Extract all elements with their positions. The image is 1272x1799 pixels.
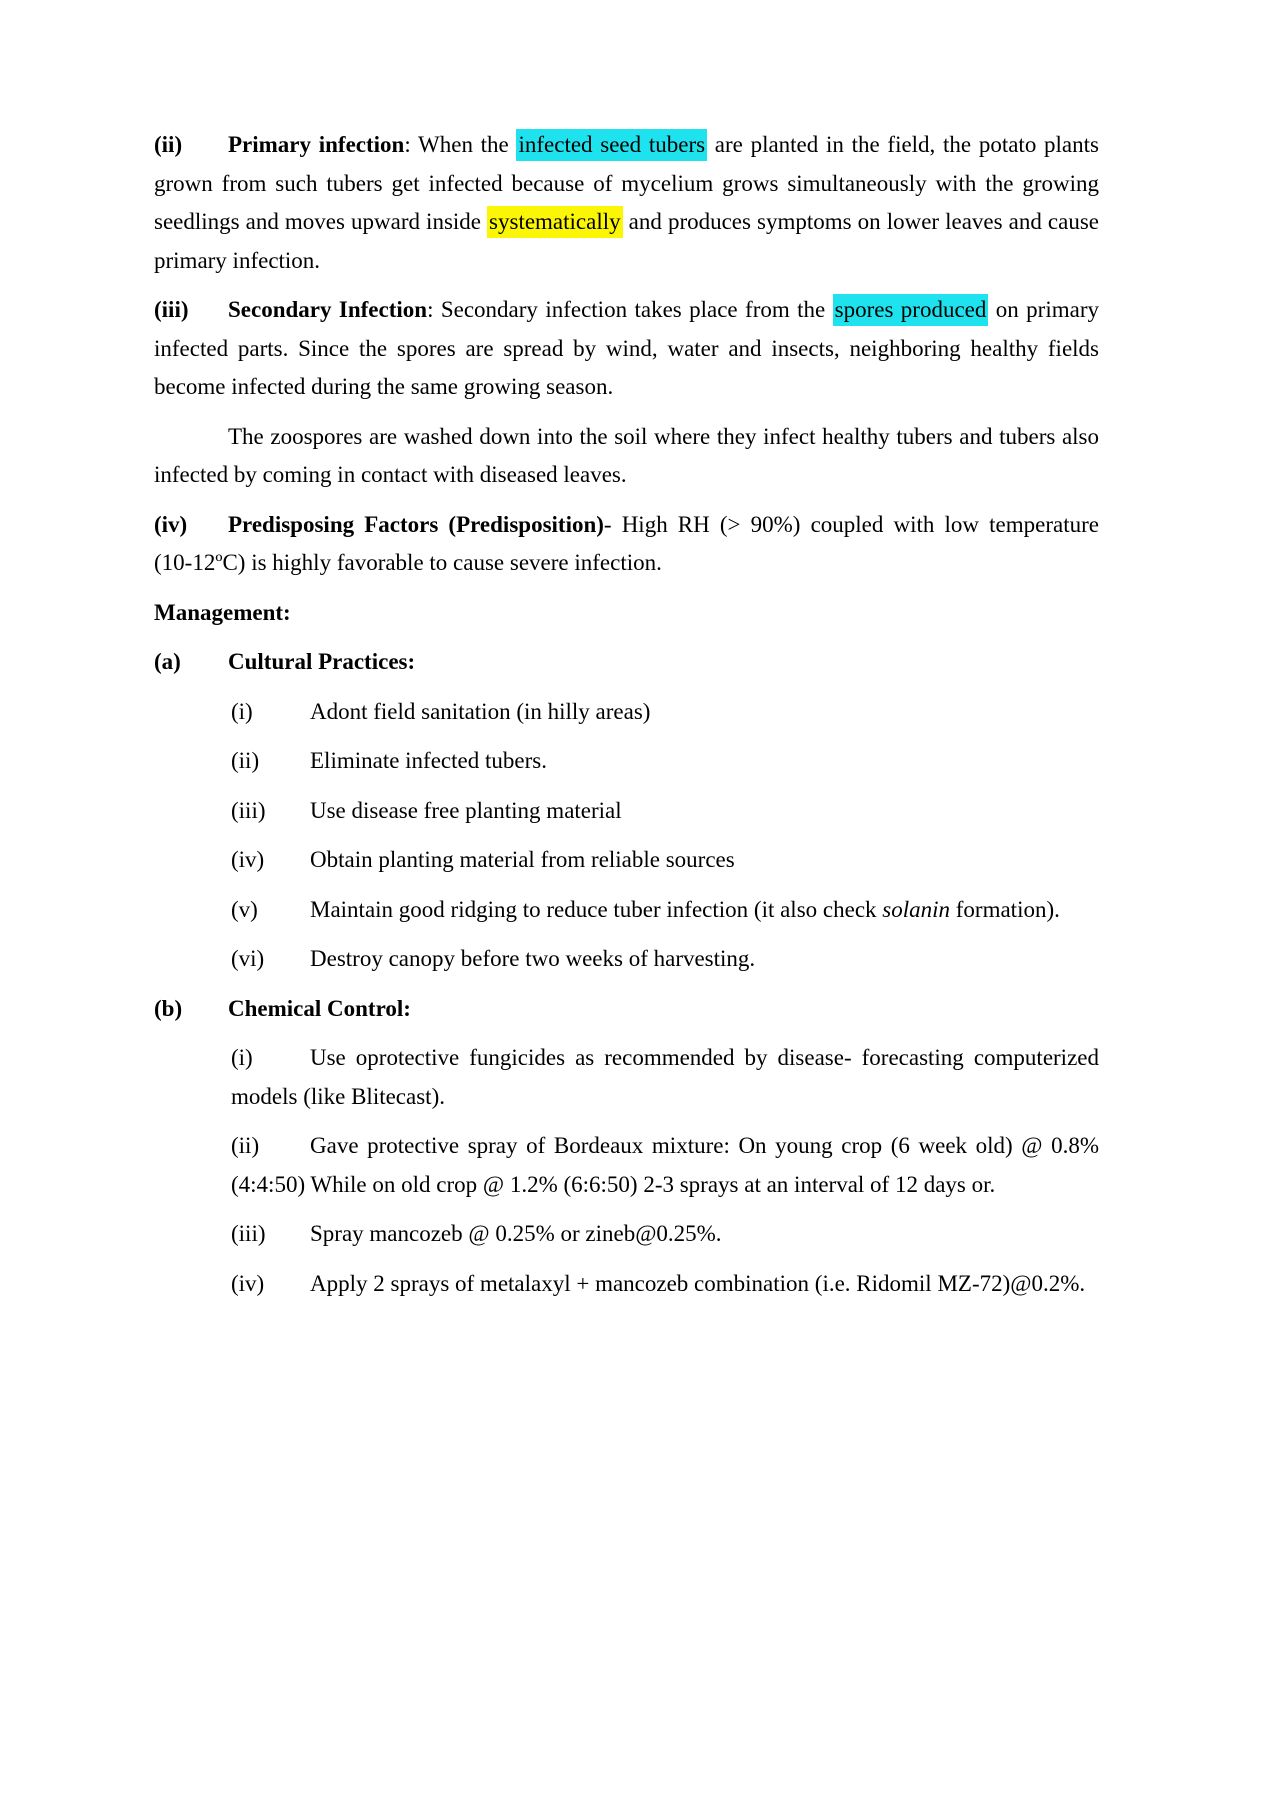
text-run: Spray mancozeb @ 0.25% or zineb@0.25%. <box>310 1221 722 1246</box>
heading-chemical-control: Chemical Control: <box>228 995 411 1021</box>
text-run: are planted in the field, the potato plants grown from such tubers get infected because of mycelium grows simultaneously with the growing seedlings and moves upward inside <box>154 132 1099 234</box>
text-run: Destroy canopy before two weeks of harvesting. <box>310 946 756 971</box>
cultural-item-1 <box>231 693 1099 732</box>
list-label-c-iii: (iii) <box>231 797 266 823</box>
text-run: and produces symptoms on lower leaves and cause primary infection. <box>154 209 1099 273</box>
paragraph-predisposing-factors <box>154 506 1099 583</box>
text-run: Eliminate infected tubers. <box>310 748 547 773</box>
text-run: : When the <box>404 132 517 157</box>
list-label-ch-iv: (iv) <box>231 1270 265 1296</box>
list-label-a: (a) <box>154 649 181 674</box>
text-run: : Secondary infection takes place from the <box>427 297 833 322</box>
cultural-item-4 <box>231 841 1099 880</box>
text-run: Obtain planting material from reliable sources <box>310 847 735 872</box>
list-label-b: (b) <box>154 995 183 1021</box>
cultural-item-3 <box>231 792 1099 831</box>
chemical-item-4 <box>231 1265 1099 1304</box>
text-run: The zoospores are washed down into the soil where they infect healthy tubers and tubers also infected by coming in contact with diseased leaves. <box>154 423 1099 487</box>
heading-chemical-control-row <box>154 990 1099 1029</box>
text-run-italic-solanin: solanin <box>882 896 951 922</box>
list-label-ii: (ii) <box>154 132 183 157</box>
paragraph-primary-infection <box>154 126 1099 280</box>
list-label-c-iv: (iv) <box>231 847 265 872</box>
text-run: formation). <box>950 896 1060 922</box>
heading-cultural-practices-row <box>154 643 1099 682</box>
cultural-item-6 <box>231 940 1099 979</box>
highlight-cyan-spores-produced: spores produced <box>833 294 989 326</box>
list-label-ch-i: (i) <box>231 1045 253 1070</box>
text-run: Use disease free planting material <box>310 797 622 823</box>
list-label-c-ii: (ii) <box>231 748 260 773</box>
list-label-iii: (iii) <box>154 297 189 322</box>
text-run: Adont field sanitation (in hilly areas) <box>310 698 651 724</box>
list-label-c-i: (i) <box>231 698 253 724</box>
list-label-ch-ii: (ii) <box>231 1133 260 1158</box>
list-label-c-v: (v) <box>231 896 258 922</box>
text-run: on primary infected parts. Since the spores are spread by wind, water and insects, neighboring healthy fields become infected during the same growing season. <box>154 297 1099 399</box>
list-label-ch-iii: (iii) <box>231 1221 266 1246</box>
list-label-c-vi: (vi) <box>231 946 265 971</box>
chemical-item-2 <box>231 1127 1099 1204</box>
cultural-item-2 <box>231 742 1099 781</box>
heading-secondary-infection: Secondary Infection <box>228 297 428 322</box>
chemical-item-1 <box>231 1039 1099 1116</box>
cultural-item-5 <box>231 891 1099 930</box>
heading-cultural-practices: Cultural Practices: <box>228 649 416 674</box>
heading-predisposing-factors: Predisposing Factors (Predisposition) <box>228 511 604 537</box>
paragraph-zoospores <box>154 418 1099 495</box>
text-run: - High RH (> 90%) coupled with low temperature (10-12ºC) is highly favorable to cause severe infection. <box>154 511 1099 575</box>
highlight-cyan-infected-seed-tubers: infected seed tubers <box>516 129 707 161</box>
text-run: Maintain good ridging to reduce tuber infection (it also check <box>310 896 883 922</box>
list-label-iv: (iv) <box>154 511 188 537</box>
chemical-item-3 <box>231 1215 1099 1254</box>
text-run: Apply 2 sprays of metalaxyl + mancozeb combination (i.e. Ridomil MZ-72)@0.2%. <box>310 1270 1086 1296</box>
text-run: Gave protective spray of Bordeaux mixture: On young crop (6 week old) @ 0.8% (4:4:50) While on old crop @ 1.2% (6:6:50) 2-3 sprays at an interval of 12 days or. <box>231 1133 1099 1197</box>
text-run: Use oprotective fungicides as recommended by disease- forecasting computerized models (like Blitecast). <box>231 1045 1099 1109</box>
paragraph-secondary-infection <box>154 291 1099 407</box>
heading-management: Management: <box>154 599 291 625</box>
highlight-yellow-systematically: systematically <box>487 206 623 238</box>
heading-primary-infection: Primary infection <box>228 132 405 157</box>
